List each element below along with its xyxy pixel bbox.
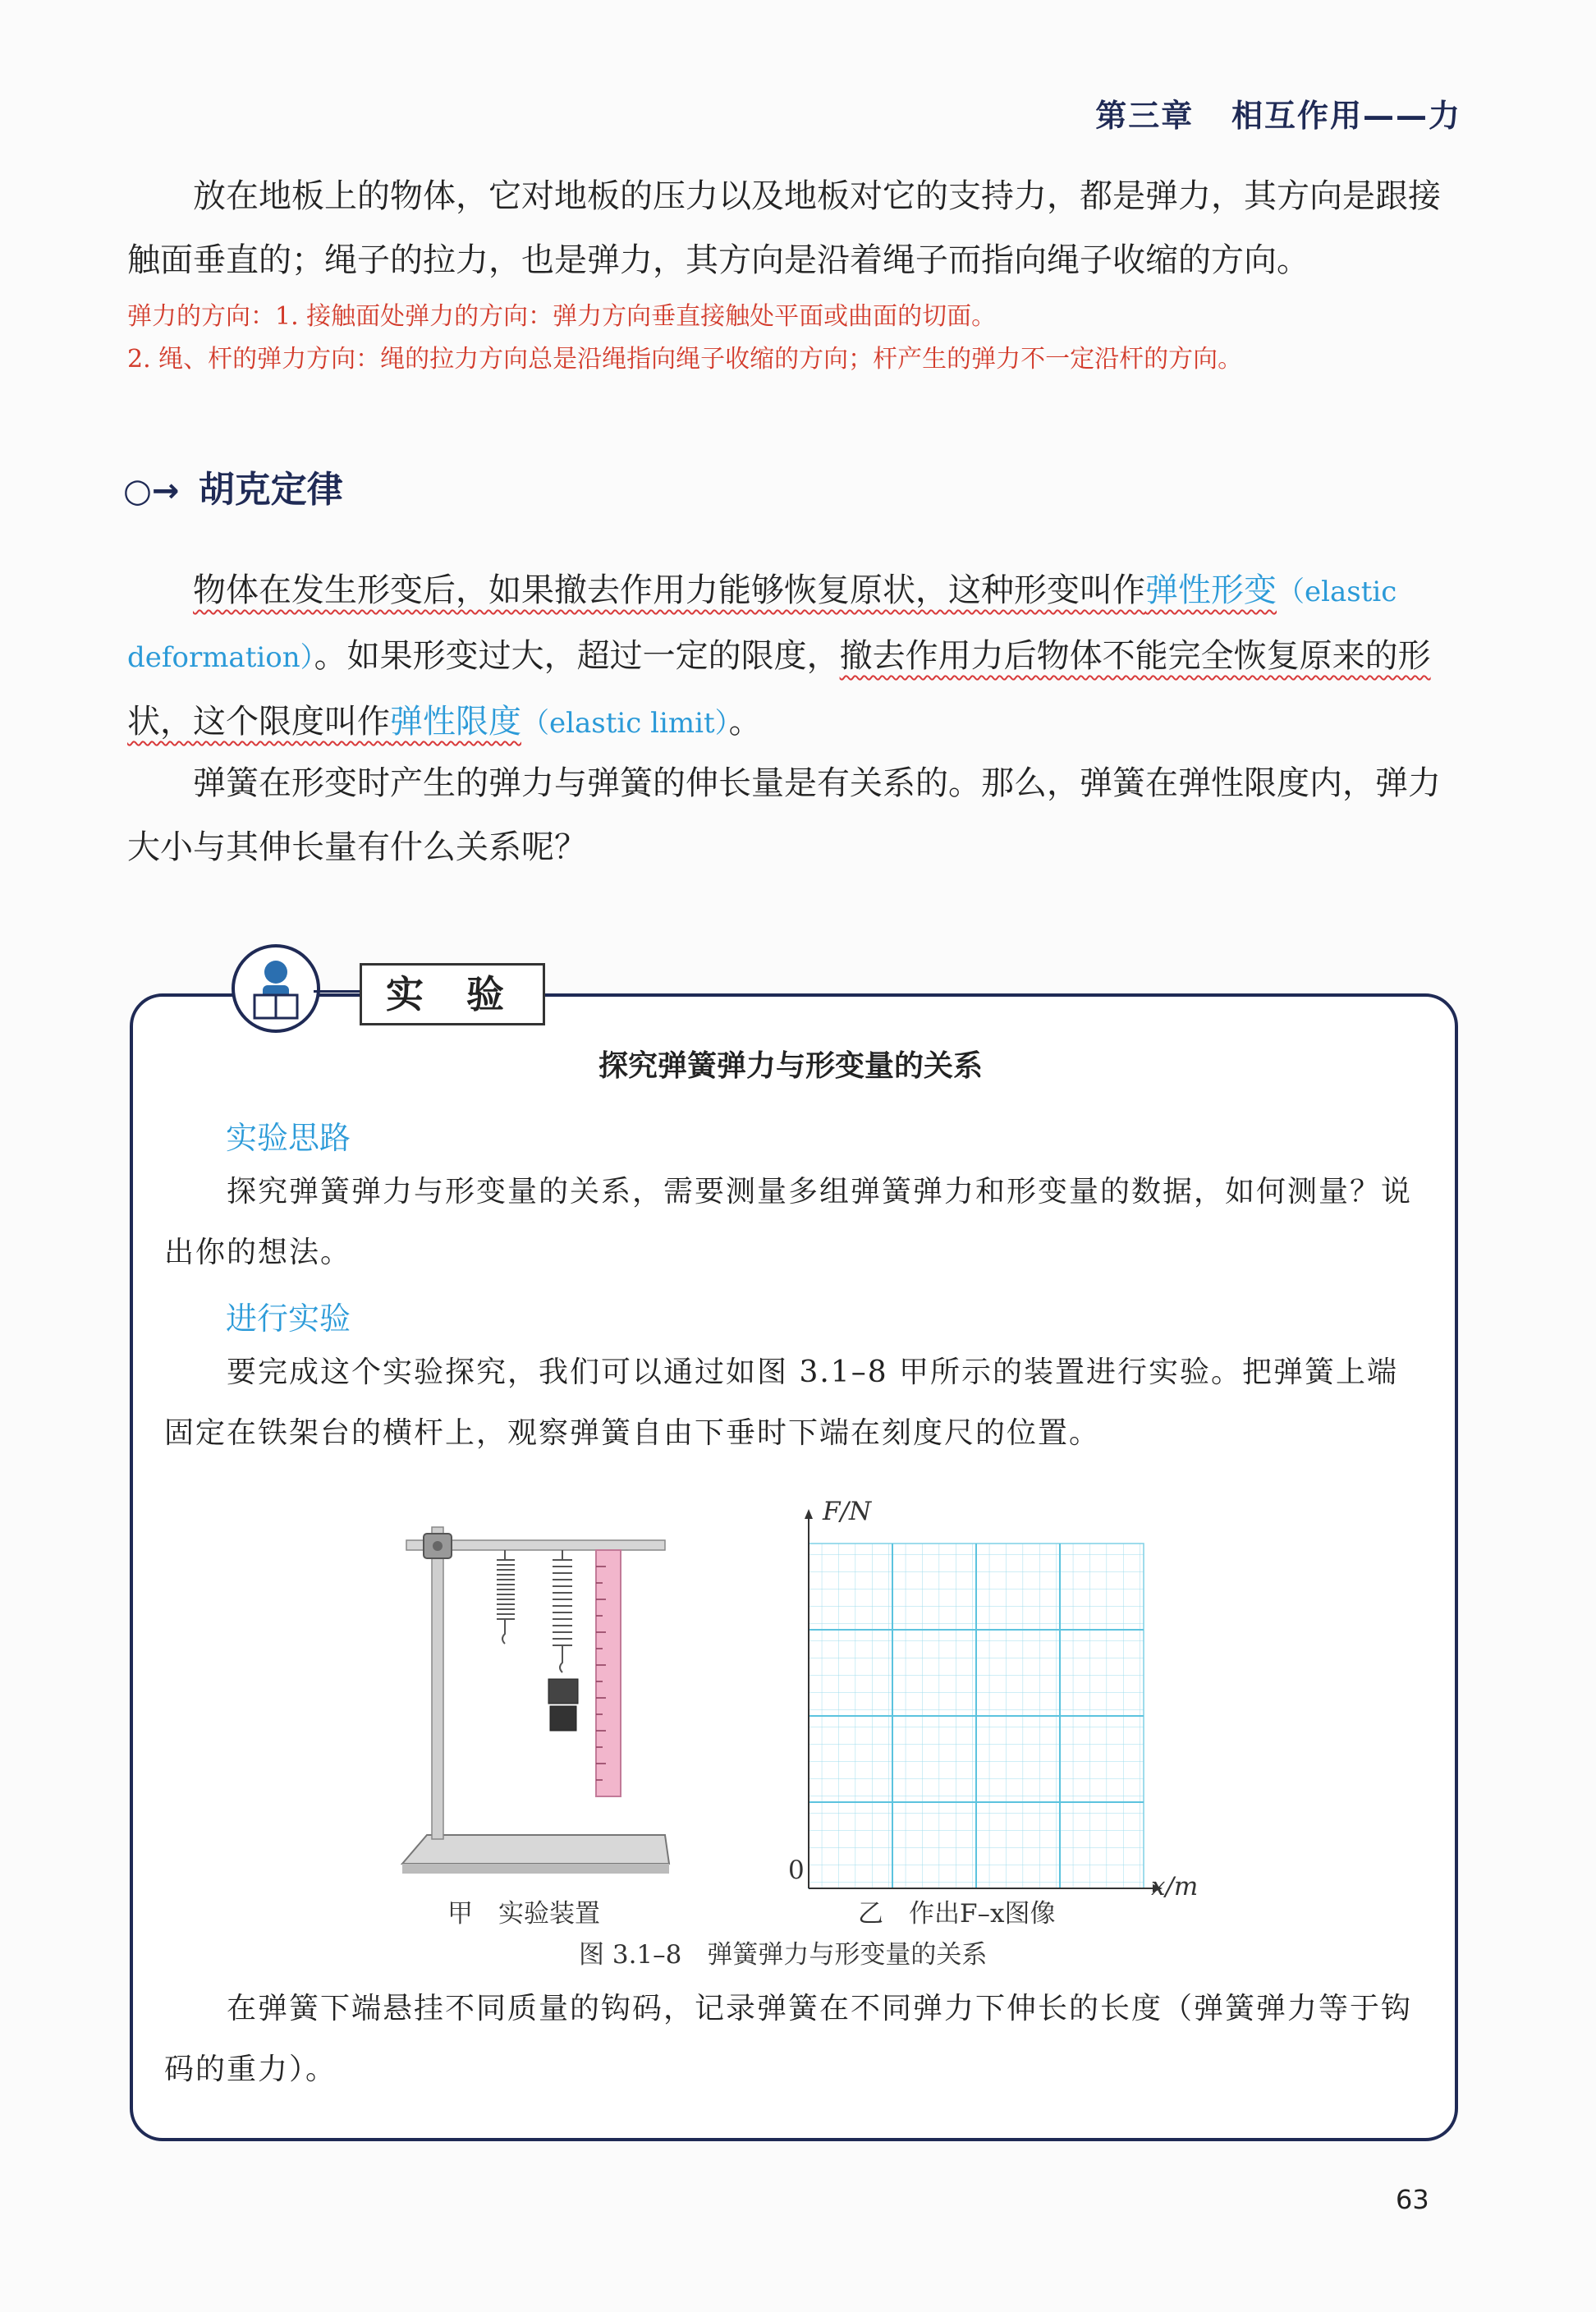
english-elastic-limit: （elastic limit） [521, 707, 729, 740]
experiment-icon [232, 944, 320, 1033]
fx-graph-figure [788, 1502, 1166, 1905]
definition-text-c: 撤去作用力后物体不能完全恢复原来的形状，这个限度叫作 [127, 637, 1431, 741]
paragraph-hooke-intro [127, 558, 1457, 755]
term-elastic-deformation: 弹性形变 [1145, 571, 1277, 609]
caption-apparatus: 甲 实验装置 [447, 1899, 600, 1929]
circle-arrow-icon: ○→ [123, 472, 180, 510]
apparatus-figure [394, 1511, 673, 1888]
x-axis-label: x/m [1151, 1872, 1199, 1901]
section-heading [123, 460, 343, 512]
experiment-procedure-text: 要完成这个实验探究，我们可以通过如图 3.1–8 甲所示的装置进行实验。把弹簧上端固定在铁架台的横杆上，观察弹簧自由下垂时下端在刻度尺的位置。 [164, 1356, 1399, 1450]
subheading-procedure: 进行实验 [226, 1300, 351, 1337]
definition-text-d: 。 [728, 703, 762, 741]
experiment-idea-text: 探究弹簧弹力与形变量的关系，需要测量多组弹簧弹力和形变量的数据，如何测量？说出你的想法。 [164, 1175, 1413, 1269]
red-note-line1: 弹力的方向：1. 接触面处弹力的方向：弹力方向垂直接触处平面或曲面的切面。 [127, 302, 997, 331]
subheading-idea: 实验思路 [226, 1120, 351, 1156]
figure-caption: 图 3.1–8 弹簧弹力与形变量的关系 [579, 1940, 988, 1970]
experiment-hanging-text: 在弹簧下端悬挂不同质量的钩码，记录弹簧在不同弹力下伸长的长度（弹簧弹力等于钩码的重力）。 [164, 1992, 1413, 2086]
paragraph-elastic-force: 放在地板上的物体，它对地板的压力以及地板对它的支持力，都是弹力，其方向是跟接触面垂直的；绳子的拉力，也是弹力，其方向是沿着绳子而指向绳子收缩的方向。 [127, 177, 1441, 279]
chapter-number: 第三章 [1095, 98, 1195, 134]
red-note-line2: 2. 绳、杆的弹力方向：绳的拉力方向总是沿绳指向绳子收缩的方向；杆产生的弹力不一定沿杆的方向。 [127, 345, 1243, 374]
experiment-title: 探究弹簧弹力与形变量的关系 [598, 1049, 983, 1083]
origin-label: 0 [788, 1856, 805, 1885]
english-elastic-deformation: （elastic deformation） [127, 576, 1397, 674]
badge-connector [314, 990, 360, 993]
section-title: 胡克定律 [198, 469, 343, 511]
chapter-header [1067, 90, 1461, 135]
chapter-title: 相互作用——力 [1231, 98, 1461, 134]
term-elastic-limit: 弹性限度 [390, 703, 521, 741]
definition-text-b: 。如果形变过大，超过一定的限度， [314, 637, 840, 675]
y-axis-label: F/N [823, 1497, 872, 1526]
page-number: 63 [1396, 2184, 1429, 2215]
definition-text-a: 物体在发生形变后，如果撤去作用力能够恢复原状，这种形变叫作 [193, 571, 1145, 609]
experiment-badge: 实 验 [360, 963, 545, 1025]
caption-graph: 乙 作出F–x图像 [858, 1899, 1056, 1929]
paragraph-question: 弹簧在形变时产生的弹力与弹簧的伸长量是有关系的。那么，弹簧在弹性限度内，弹力大小与其伸长量有什么关系呢？ [127, 764, 1441, 866]
